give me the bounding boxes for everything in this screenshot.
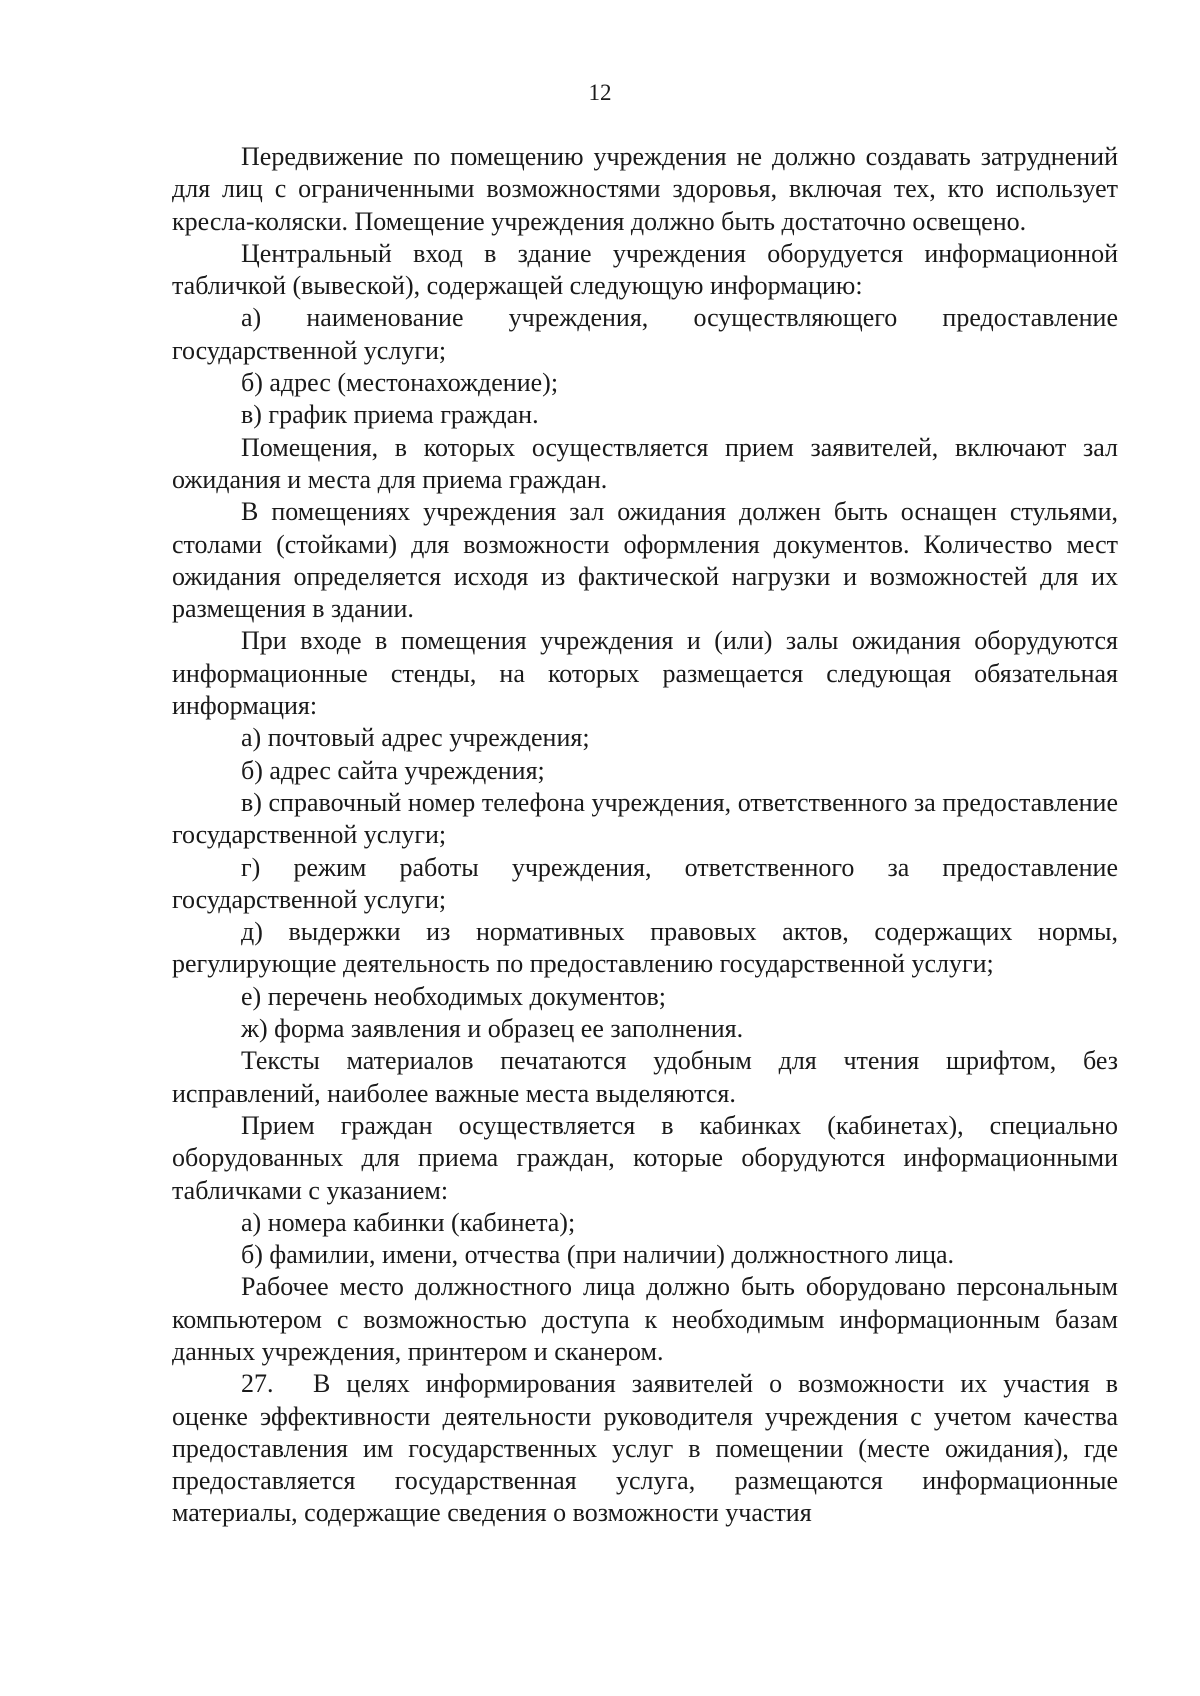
document-body: [172, 141, 1118, 1530]
list-item: д) выдержки из нормативных правовых актов, содержащих нормы, регулирующие деятельность по предоставлению государственной услуги;: [172, 917, 1118, 979]
list-item: ж) форма заявления и образец ее заполнения.: [241, 1014, 744, 1044]
list-item: г) режим работы учреждения, ответственного за предоставление государственной услуги;: [172, 852, 1118, 914]
list-item: а) номера кабинки (кабинета);: [241, 1207, 576, 1237]
paragraph-number: 27.: [241, 1369, 274, 1399]
numbered-paragraph: [172, 1368, 1118, 1529]
list-item: б) адрес сайта учреждения;: [241, 755, 545, 785]
paragraph: Рабочее место должностного лица должно быть оборудовано персональным компьютером с возможностью доступа к необходимым информационным базам данных учреждения, принтером и сканером.: [172, 1272, 1118, 1366]
list-item: а) почтовый адрес учреждения;: [241, 723, 590, 753]
paragraph: Передвижение по помещению учреждения не должно создавать затруднений для лиц с ограниченными возможностями здоровья, включая тех, кто использует кресла-коляски. Помещение учреждения должно быть достаточно освещено.: [172, 142, 1118, 236]
paragraph: Тексты материалов печатаются удобным для чтения шрифтом, без исправлений, наиболее важные места выделяются.: [172, 1046, 1118, 1108]
paragraph: Помещения, в которых осуществляется прием заявителей, включают зал ожидания и места для приема граждан.: [172, 432, 1118, 494]
page-number: 12: [588, 80, 612, 105]
paragraph: В помещениях учреждения зал ожидания должен быть оснащен стульями, столами (стойками) для возможности оформления документов. Количество мест ожидания определяется исходя из фактической нагрузки и возможностей для их размещения в здании.: [172, 497, 1118, 624]
paragraph: При входе в помещения учреждения и (или) залы ожидания оборудуются информационные стенды, на которых размещается следующая обязательная информация:: [172, 626, 1118, 721]
list-item: б) фамилии, имени, отчества (при наличии) должностного лица.: [241, 1240, 955, 1270]
list-item: б) адрес (местонахождение);: [241, 368, 559, 398]
list-item: е) перечень необходимых документов;: [241, 981, 667, 1011]
numbered-paragraph-text: В целях информирования заявителей о возможности их участия в оценке эффективности деятельности руководителя учреждения с учетом качества предоставления им государственных услуг в помещении (месте ожидания), где предоставляется государственная услуга, размещаются информационные материалы, содержащие сведения о возможности участия: [172, 1369, 1118, 1528]
list-item: в) справочный номер телефона учреждения, ответственного за предоставление государственной услуги;: [172, 787, 1118, 850]
list-item: а) наименование учреждения, осуществляющего предоставление государственной услуги;: [172, 303, 1118, 365]
paragraph: Центральный вход в здание учреждения оборудуется информационной табличкой (вывеской), содержащей следующую информацию:: [172, 238, 1118, 301]
paragraph: Прием граждан осуществляется в кабинках (кабинетах), специально оборудованных для приема граждан, которые оборудуются информационными табличками с указанием:: [172, 1110, 1118, 1205]
list-item: в) график приема граждан.: [241, 400, 539, 430]
